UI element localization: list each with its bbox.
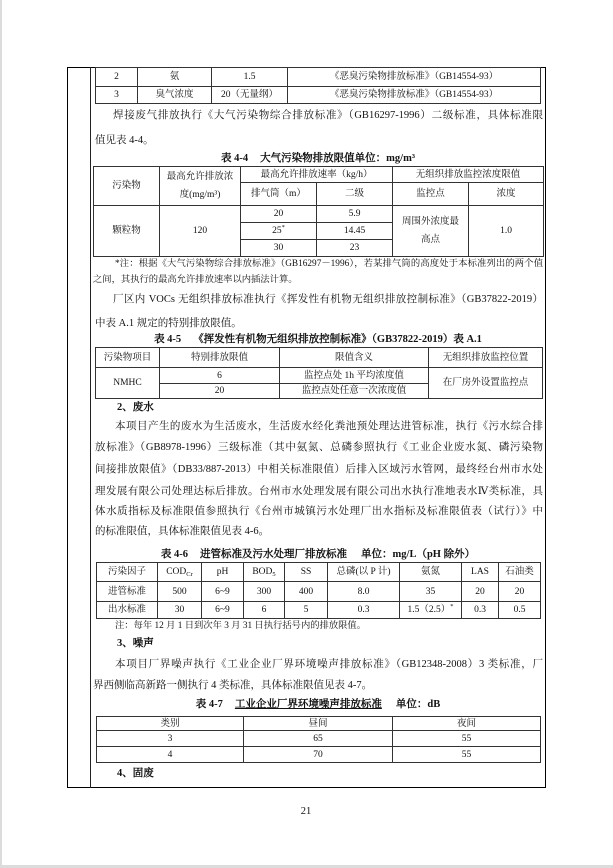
header-cell: 二级 bbox=[317, 183, 393, 206]
table-4-7 bbox=[96, 716, 541, 763]
header-cell: 无组织排放监控位置 bbox=[429, 348, 543, 368]
table-cell bbox=[241, 206, 317, 223]
stack-height: 20 bbox=[273, 209, 284, 219]
table-cell bbox=[400, 582, 462, 602]
paragraph-line: 放标准》（GB8978-1996）三级标准（其中氨氮、总磷参照执行《工业企业废水氮、磷污染物 bbox=[95, 442, 543, 453]
cell-value: 1.5（2.5） bbox=[407, 605, 451, 615]
table-cell: 300 bbox=[244, 582, 285, 602]
table-cell: 65 bbox=[244, 731, 393, 747]
header-cell: 夜间 bbox=[393, 717, 541, 731]
header-cell bbox=[160, 167, 241, 206]
table-number: 表 4-5 bbox=[154, 334, 182, 345]
table-cell: 5.9 bbox=[317, 206, 393, 223]
header-cell: 总磷(以 P 计) bbox=[328, 563, 400, 582]
table-cell: 55 bbox=[393, 731, 541, 747]
section-heading: 3、噪声 bbox=[117, 638, 154, 649]
table-row bbox=[97, 582, 541, 602]
header-cell: pH bbox=[202, 563, 244, 582]
table-cell: 6 bbox=[244, 602, 285, 619]
table-number: 表 4-7 bbox=[195, 699, 223, 710]
section-heading: 4、固废 bbox=[117, 768, 154, 779]
table-4-6-caption bbox=[93, 549, 543, 561]
table-cell: 6 bbox=[160, 368, 280, 384]
table-row bbox=[97, 602, 541, 619]
table-row bbox=[97, 747, 541, 763]
table-cell: 颗粒物 bbox=[94, 206, 160, 257]
header-cell: 昼间 bbox=[244, 717, 393, 731]
table-cell: 出水标准 bbox=[97, 602, 158, 619]
table-cell: 0.3 bbox=[462, 602, 499, 619]
table-cell bbox=[241, 240, 317, 257]
table-cell: 500 bbox=[158, 582, 202, 602]
header-cell: LAS bbox=[462, 563, 499, 582]
table-cell: 30 bbox=[158, 602, 202, 619]
header-cell bbox=[244, 563, 285, 582]
table-cell: 400 bbox=[285, 582, 328, 602]
table-note-line: 之间，其执行的最高允许排放速率以内插法计算。 bbox=[93, 275, 298, 285]
table-cell: 70 bbox=[244, 747, 393, 763]
table-unit: 单位：mg/L（pH 除外） bbox=[361, 549, 476, 560]
table-cell: 2 bbox=[96, 68, 138, 87]
table-cell: 《恶臭污染物排放标准》（GB14554-93） bbox=[288, 68, 541, 87]
table-row bbox=[97, 731, 541, 747]
header-cell: 污染物项目 bbox=[96, 348, 160, 368]
table-4-5 bbox=[95, 347, 543, 399]
table-4-6 bbox=[96, 562, 541, 619]
table-cell: 臭气浓度 bbox=[138, 87, 212, 104]
stack-height: 25 bbox=[272, 226, 282, 236]
table-note-line: *注：根据《大气污染物综合排放标准》（GB16297－1996），若某排气筒的高度处于本标准列出的两个值 bbox=[115, 259, 543, 269]
page-number: 21 bbox=[300, 806, 312, 817]
header-cell: 石油类 bbox=[499, 563, 541, 582]
table-cell: 20（无量纲） bbox=[212, 87, 288, 104]
paragraph-line: 值见表 4-4。 bbox=[95, 135, 154, 146]
table-4-4 bbox=[93, 166, 544, 257]
header-text: COD bbox=[166, 567, 187, 577]
table-cell: 3 bbox=[96, 87, 138, 104]
table-cell: 23 bbox=[317, 240, 393, 257]
paragraph-line: 焊接废气排放执行《大气污染物综合排放标准》（GB16297-1996）二级标准，具体标准限 bbox=[113, 110, 543, 121]
table-header-row bbox=[97, 563, 541, 582]
table-row bbox=[96, 87, 541, 104]
header-cell: 最高允许排放速率（kg/h） bbox=[241, 167, 393, 183]
table-title: 进管标准及污水处理厂排放标准 bbox=[200, 549, 348, 560]
table-cell: 0.3 bbox=[328, 602, 400, 619]
table-cell: 1.5 bbox=[212, 68, 288, 87]
table-header-row bbox=[94, 167, 544, 183]
paragraph-line: 厂区内 VOCs 无组织排放标准执行《挥发性有机物无组织排放控制标准》（GB37822-2019） bbox=[113, 294, 543, 305]
paragraph-line: 界西侧临高新路一侧执行 4 类标准，具体标准限值见表 4-7。 bbox=[93, 680, 373, 691]
table-cell bbox=[393, 206, 469, 257]
table-cell: 20 bbox=[160, 384, 280, 399]
paragraph-line: 本项目厂界噪声执行《工业企业厂界环境噪声排放标准》（GB12348-2008）3 类标准，厂 bbox=[115, 659, 543, 670]
table-cell: 20 bbox=[462, 582, 499, 602]
section-heading: 2、废水 bbox=[117, 402, 154, 413]
paragraph-line: 间接排放限值》（DB33/887-2013）中相关标准限值）后排入区域污水管网，最终经台州市水处 bbox=[95, 464, 543, 475]
table-cell: 在厂房外设置监控点 bbox=[429, 368, 543, 399]
table-header-row bbox=[97, 717, 541, 731]
header-line: 度(mg/m³) bbox=[179, 190, 221, 200]
header-subscript: Cr bbox=[186, 571, 193, 578]
table-cell: NMHC bbox=[96, 368, 160, 399]
cell-line: 高点 bbox=[421, 235, 441, 245]
table-number: 表 4-6 bbox=[160, 549, 189, 560]
table-cell: 120 bbox=[160, 206, 241, 257]
table-cell: 55 bbox=[393, 747, 541, 763]
table-cell: 监控点处任意一次浓度值 bbox=[280, 384, 429, 399]
header-cell: 浓度 bbox=[469, 183, 544, 206]
footnote-mark: * bbox=[450, 603, 454, 610]
header-cell: 氨氮 bbox=[400, 563, 462, 582]
table-row bbox=[96, 368, 543, 384]
header-cell: 污染因子 bbox=[97, 563, 158, 582]
table-cell: 4 bbox=[97, 747, 244, 763]
header-cell: 限值含义 bbox=[280, 348, 429, 368]
table-cell: 6~9 bbox=[202, 582, 244, 602]
cell-value: 35 bbox=[425, 586, 436, 597]
cell-line: 周围外浓度最 bbox=[402, 217, 460, 227]
table-4-5-caption bbox=[93, 334, 543, 346]
table-4-3-continued bbox=[95, 67, 541, 104]
header-cell: 类别 bbox=[97, 717, 244, 731]
paragraph-line: 理发展有限公司处理达标后排放。台州市水处理发展有限公司出水执行准地表水Ⅳ类标准，具 bbox=[95, 486, 543, 497]
table-cell: 6~9 bbox=[202, 602, 244, 619]
table-title: 工业企业厂界环境噪声排放标准 bbox=[234, 699, 382, 710]
header-cell: 无组织排放监控浓度限值 bbox=[393, 167, 544, 183]
table-cell: 监控点处 1h 平均浓度值 bbox=[280, 368, 429, 384]
header-cell bbox=[158, 563, 202, 582]
header-line: 最高允许排放浓 bbox=[166, 172, 234, 182]
frame-column-divider bbox=[90, 67, 91, 788]
table-cell: 5 bbox=[285, 602, 328, 619]
table-4-4-caption bbox=[93, 153, 543, 165]
table-header-row bbox=[96, 348, 543, 368]
viewer-left-edge bbox=[0, 0, 2, 868]
table-row bbox=[96, 68, 541, 87]
table-cell bbox=[400, 602, 462, 619]
footnote-mark: * bbox=[281, 224, 285, 231]
header-subscript: 5 bbox=[272, 571, 276, 578]
table-cell: 0.5 bbox=[499, 602, 541, 619]
paragraph-line: 中表 A.1 规定的特别排放限值。 bbox=[95, 318, 242, 329]
table-cell bbox=[241, 223, 317, 240]
table-cell: 《恶臭污染物排放标准》（GB14554-93） bbox=[288, 87, 541, 104]
header-cell: 污染物 bbox=[94, 167, 160, 206]
table-unit: 单位：dB bbox=[395, 699, 441, 710]
table-cell: 14.45 bbox=[317, 223, 393, 240]
table-4-7-caption bbox=[93, 699, 543, 711]
header-cell: SS bbox=[285, 563, 328, 582]
table-cell: 1.0 bbox=[469, 206, 544, 257]
table-number: 表 4-4 bbox=[221, 153, 249, 164]
table-title: 《挥发性有机物无组织排放控制标准》（GB37822-2019）表 A.1 bbox=[193, 334, 482, 345]
header-cell: 特别排放限值 bbox=[160, 348, 280, 368]
table-cell: 氨 bbox=[138, 68, 212, 87]
table-cell: 20 bbox=[499, 582, 541, 602]
table-note-line: 注：每年 12 月 1 日到次年 3 月 31 日执行括号内的排放限值。 bbox=[115, 621, 367, 631]
stack-height: 30 bbox=[273, 243, 284, 253]
table-title: 大气污染物排放限值单位：mg/m³ bbox=[260, 153, 415, 164]
header-cell: 监控点 bbox=[393, 183, 469, 206]
paragraph-line: 的标准限值，具体标准限值见表 4-6。 bbox=[95, 526, 270, 537]
table-cell: 3 bbox=[97, 731, 244, 747]
table-row bbox=[94, 206, 544, 223]
table-cell: 进管标准 bbox=[97, 582, 158, 602]
header-text: BOD bbox=[252, 567, 273, 577]
table-cell: 8.0 bbox=[328, 582, 400, 602]
paragraph-line: 体水质指标及标准限值参照执行《台州市城镇污水处理厂出水指标及标准限值表（试行）》中 bbox=[95, 506, 543, 517]
paragraph-line: 本项目产生的废水为生活废水，生活废水经化粪池预处理达进管标准，执行《污水综合排 bbox=[115, 421, 543, 432]
header-cell: 排气筒（m） bbox=[241, 183, 317, 206]
